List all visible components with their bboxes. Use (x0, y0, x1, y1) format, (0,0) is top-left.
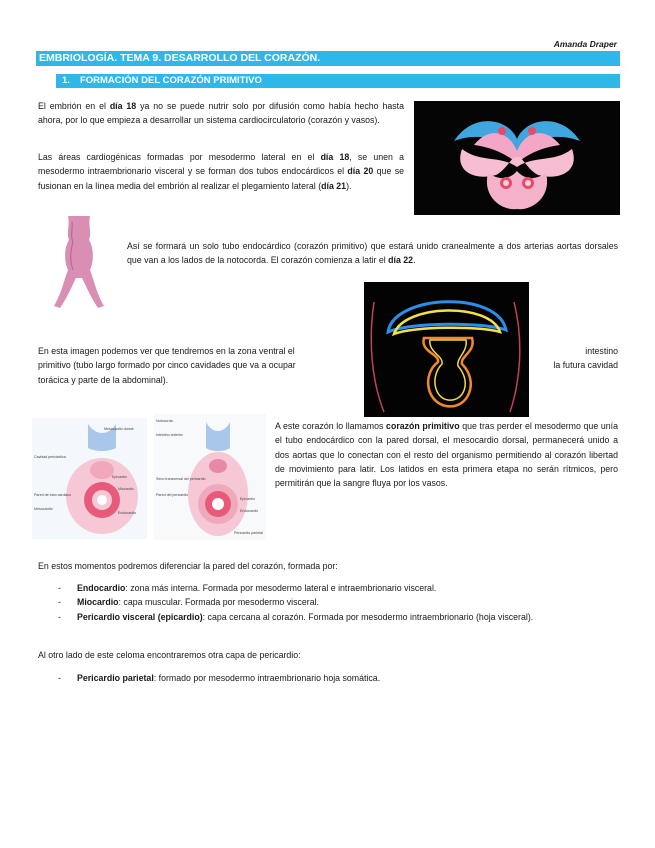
document-title: EMBRIOLOGÍA. TEMA 9. DESARROLLO DEL CORAZÓN. (36, 51, 620, 66)
heart-tube-image (40, 212, 118, 310)
bold-run: día 22 (388, 255, 414, 266)
author-name: Amanda Draper (553, 39, 617, 49)
text-line: la futura cavidad (553, 360, 618, 371)
figure-label: Cavidad pericárdica (34, 455, 66, 459)
section-title: FORMACIÓN DEL CORAZÓN PRIMITIVO (79, 75, 262, 86)
list-item-text: : zona más interna. Formada por mesodermo lateral e intraembrionario visceral. (125, 583, 437, 593)
bullet-dash: - (58, 673, 61, 683)
list-item-text: : capa muscular. Formada por mesodermo visceral. (118, 597, 319, 608)
bold-run: corazón primitivo (386, 421, 460, 431)
list-item-term: Miocardio (77, 597, 119, 608)
list-item-term: Pericardio visceral (epicardio) (77, 611, 203, 622)
text-run: , se unen a mesodermo intraembrionario visceral y se forman dos tubos endocárdicos el (38, 152, 405, 177)
bullet-dash: - (58, 583, 61, 593)
text-run: ya no se puede nutrir solo por difusión como había hecho hasta ahora, por lo que empieza a desarrollar un sistema cardiocirculatorio (corazón y vasos). (38, 101, 404, 126)
bullet-dash: - (58, 597, 61, 608)
bullet-dash: - (58, 611, 61, 622)
text-line: intestino (585, 346, 618, 356)
paragraph-primitive-heart (275, 419, 618, 490)
text-line: En esta imagen podemos ver que tendremos en la zona ventral el (38, 346, 295, 356)
pericardium-diagram-image (154, 414, 266, 540)
pericardium-list (58, 671, 618, 685)
figure-label: Pericardio parietal (234, 531, 263, 535)
list-item (58, 671, 618, 685)
figure-label: Seno transversal del pericardio (156, 477, 206, 481)
section-heading (56, 74, 620, 88)
figure-label: Epicardio (240, 497, 255, 501)
figure-label: Miocardio (118, 487, 134, 491)
paragraph-ventral-right (536, 344, 618, 373)
text-run: ). (346, 180, 352, 191)
text-run: El embrión en el (38, 101, 110, 111)
bold-run: día 21 (321, 180, 347, 191)
figure-label: Endocardio (118, 511, 137, 515)
text-run: A este corazón lo llamamos (275, 421, 387, 431)
section-number: 1. (62, 75, 70, 86)
list-item-term: Endocardio (77, 583, 126, 593)
paragraph-celoma: Al otro lado de este celoma encontraremos otra capa de pericardio: (38, 650, 301, 660)
text-run: Así se formará un solo tubo endocárdico (corazón primitivo) que estará unido cranealmente a dos arterias aortas dorsales que van a los lados de la notocorda. El corazón comienza a latir el (127, 241, 618, 266)
list-item (58, 581, 618, 595)
list-item-term: Pericardio parietal (77, 673, 154, 683)
list-item-text: : formado por mesodermo intraembrionario hoja somática. (153, 673, 381, 683)
list-item (58, 595, 618, 609)
embryo-cross-section-image (414, 101, 620, 215)
heart-wall-list (58, 581, 618, 624)
figure-label: Mesocardio (34, 507, 53, 511)
list-item-text: : capa cercana al corazón. Formada por mesodermo intraembrionario (hoja visceral). (202, 611, 534, 622)
primitive-gut-image (364, 282, 529, 417)
text-run: que tras perder el mesodermo que unía el tubo endocárdico con la pared dorsal, el mesocardio dorsal, permanecerá unido a dos aortas que lo conectan con el resto del organismo permitiendo al corazón libertad de movimiento para latir. Los latidos en esta primera etapa no serán rítmicos, pero permitirán que la sangre fluya por los vasos. (275, 421, 618, 489)
figure-label: Endocardio (240, 509, 259, 513)
figure-label: Pared del pericardio (156, 493, 189, 497)
bold-run: día 20 (347, 166, 374, 177)
paragraph-heart-tube (127, 239, 618, 268)
paragraph-heart-wall: En estos momentos podremos diferenciar la pared del corazón, formada por: (38, 561, 338, 571)
bold-run: día 18 (109, 101, 137, 111)
text-line: primitivo (tubo largo formado por cinco cavidades que va a ocupar (38, 360, 296, 371)
mesocardium-diagram-image (32, 418, 147, 539)
paragraph-ventral-left (38, 344, 364, 387)
figure-label: Intestino anterior (156, 433, 183, 437)
figure-label: Notocorda (156, 419, 173, 423)
figure-label: Epicardio (112, 475, 127, 479)
text-run: Las áreas cardiogénicas formadas por mesodermo lateral en el (38, 152, 321, 162)
figure-label: Mesocardio dorsal (104, 427, 134, 431)
text-run: que se fusionan en la línea media del embrión al realizar el plegamiento lateral ( (38, 166, 404, 191)
bold-run: día 18 (320, 152, 350, 162)
text-run: . (413, 255, 416, 266)
text-line: torácica y parte de la abdominal). (38, 374, 169, 385)
figure-label: Pared de tubo cardiaco (34, 493, 72, 497)
paragraph-intro (38, 99, 404, 128)
paragraph-cardiogenic-areas (38, 150, 404, 193)
list-item (58, 610, 618, 624)
